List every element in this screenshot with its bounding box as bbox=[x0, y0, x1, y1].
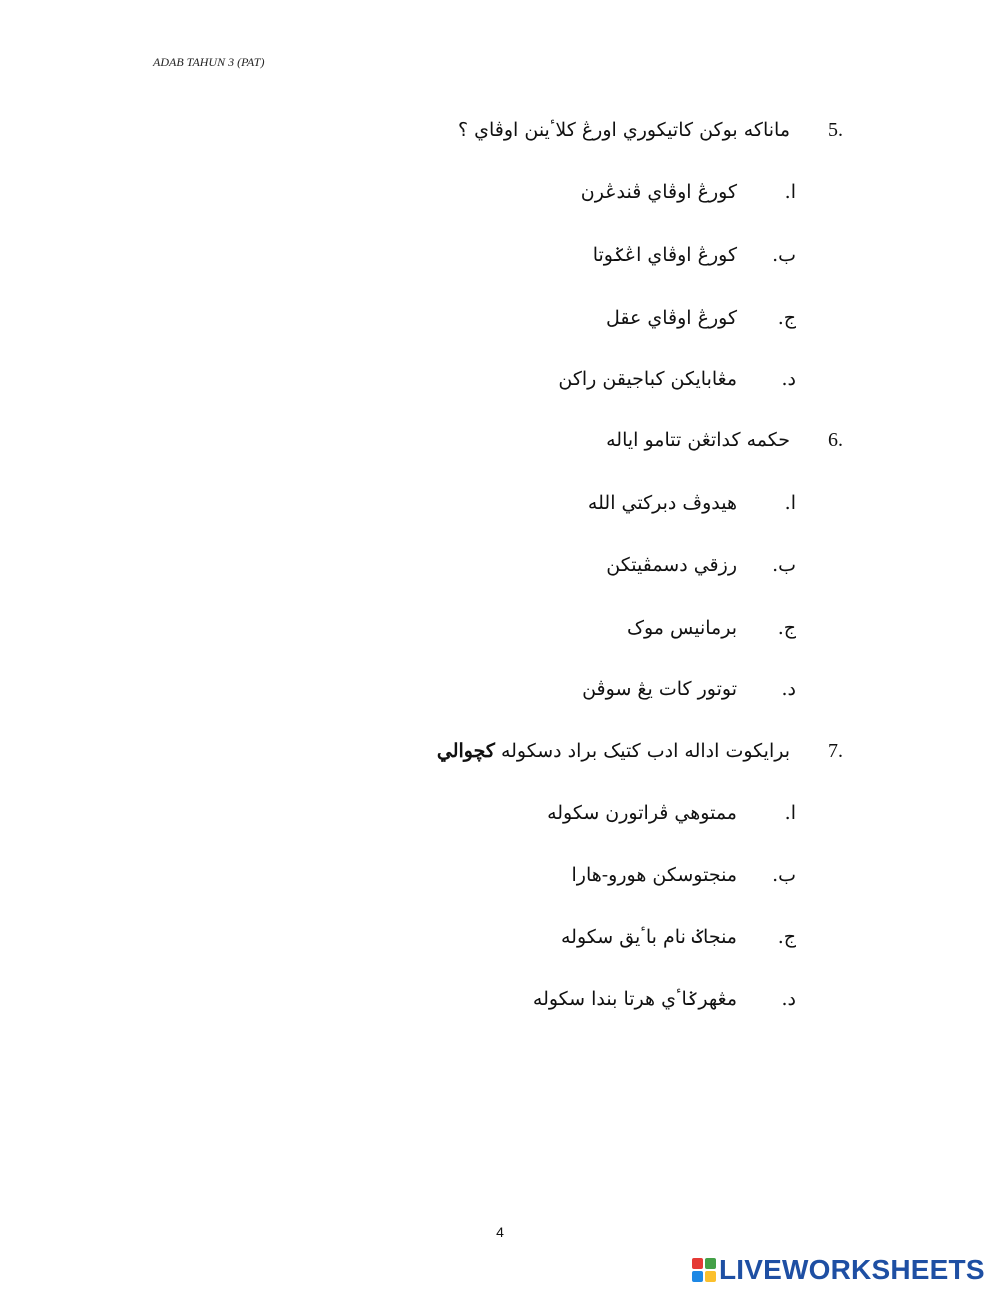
option-letter: ا. bbox=[784, 802, 796, 824]
option-letter: ب. bbox=[772, 554, 796, 576]
option-letter: د. bbox=[781, 988, 796, 1010]
question-6-option-a[interactable] bbox=[0, 483, 1000, 523]
option-letter: ج. bbox=[777, 617, 796, 639]
document-header: ADAB TAHUN 3 (PAT) bbox=[153, 55, 265, 69]
question-text: حکمه کداتڠن تتامو اياله bbox=[606, 429, 790, 451]
liveworksheets-logo-icon bbox=[692, 1258, 716, 1282]
brand-name: LIVEWORKSHEETS bbox=[719, 1254, 985, 1285]
option-text: توتور کات يڠ سوڤن bbox=[582, 678, 737, 700]
option-text: کورڠ اوڤاي ڤندڠرن bbox=[580, 181, 737, 203]
logo-square-green bbox=[705, 1258, 716, 1269]
option-letter: ا. bbox=[784, 181, 796, 203]
option-text: کورڠ اوڤاي عقل bbox=[606, 307, 737, 329]
option-letter: ج. bbox=[777, 926, 796, 948]
question-text-main: برايکوت اداله ادب کتيک براد دسکوله bbox=[500, 740, 790, 762]
question-7-option-a[interactable] bbox=[0, 793, 1000, 833]
question-7-option-c[interactable] bbox=[0, 917, 1000, 957]
question-7-option-d[interactable] bbox=[0, 979, 1000, 1019]
option-letter: ا. bbox=[784, 492, 796, 514]
question-7-option-b[interactable] bbox=[0, 855, 1000, 895]
option-text: رزقي دسمڤيتکن bbox=[606, 554, 737, 576]
option-letter: د. bbox=[781, 678, 796, 700]
question-text: ماناکه بوکن کاتیکوري اورڠ کلاٴینن اوڤاي ؟ bbox=[458, 119, 790, 141]
question-5-option-a[interactable] bbox=[0, 172, 1000, 212]
question-5-option-d[interactable] bbox=[0, 359, 1000, 399]
option-text: منجتوسکن هورو-هارا bbox=[571, 864, 737, 886]
logo-square-yellow bbox=[705, 1271, 716, 1282]
page-number: 4 bbox=[496, 1224, 504, 1240]
option-text: هيدوڤ دبرکتي الله bbox=[587, 492, 737, 514]
option-letter: ج. bbox=[777, 307, 796, 329]
question-number: 5. bbox=[828, 119, 843, 141]
question-number: 7. bbox=[828, 740, 843, 762]
logo-square-blue bbox=[692, 1271, 703, 1282]
logo-square-red bbox=[692, 1258, 703, 1269]
question-text bbox=[437, 731, 790, 771]
question-5-option-b[interactable] bbox=[0, 235, 1000, 275]
question-6-option-b[interactable] bbox=[0, 545, 1000, 585]
question-number: 6. bbox=[828, 429, 843, 451]
option-text: مڠابايکن کباجيقن راکن bbox=[558, 368, 737, 390]
question-7 bbox=[0, 731, 1000, 771]
option-text: منجاݢ نام باٴيق سکوله bbox=[560, 926, 737, 948]
option-letter: ب. bbox=[772, 244, 796, 266]
question-6-option-c[interactable] bbox=[0, 608, 1000, 648]
question-5 bbox=[0, 110, 1000, 150]
option-text: مڠهرݢاٴي هرتا بندا سکوله bbox=[532, 988, 737, 1010]
question-6-option-d[interactable] bbox=[0, 669, 1000, 709]
question-text-emphasis: کچوالي bbox=[436, 740, 495, 762]
option-text: برمانيس موک bbox=[626, 617, 737, 639]
question-6 bbox=[0, 420, 1000, 460]
option-text: ممتوهي ڤراتورن سکوله bbox=[547, 802, 737, 824]
option-letter: ب. bbox=[772, 864, 796, 886]
option-text: کورڠ اوڤاي اڠݢوتا bbox=[592, 244, 737, 266]
question-5-option-c[interactable] bbox=[0, 298, 1000, 338]
liveworksheets-brand[interactable] bbox=[692, 1254, 985, 1286]
option-letter: د. bbox=[781, 368, 796, 390]
